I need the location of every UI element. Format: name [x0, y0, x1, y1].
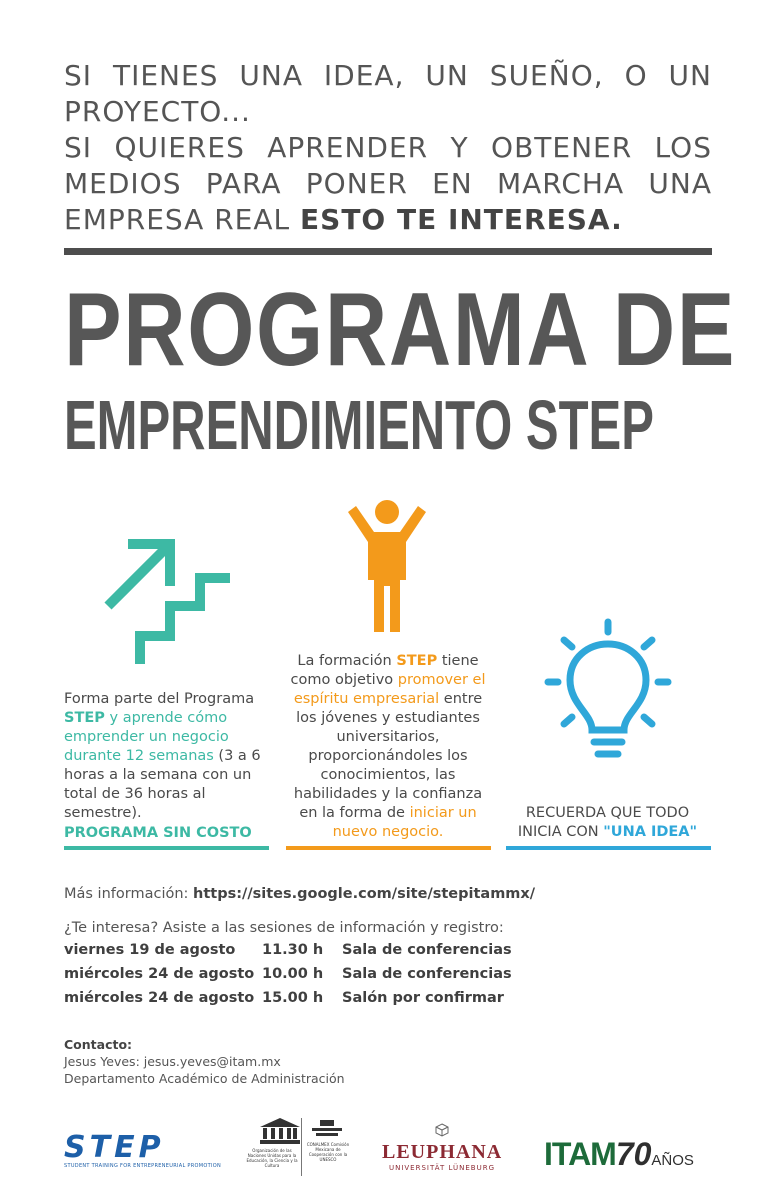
right-text-1: RECUERDA QUE TODO INICIA CON	[517, 805, 690, 840]
step-logo-text: STEP	[64, 1130, 165, 1165]
center-text-6: iniciar un nuevo negocio.	[332, 805, 477, 840]
itam-anniversary-number: 70	[615, 1136, 652, 1172]
intro-line-5-normal: EMPRESA REAL	[64, 203, 301, 236]
session-date: miércoles 24 de agosto	[64, 990, 255, 1006]
session-place: Sala de conferencias	[342, 942, 512, 958]
intro-line-3: SI QUIERES APRENDER Y OBTENER LOS	[64, 131, 712, 164]
session-row	[64, 942, 584, 966]
contact-line-2: Departamento Académico de Administración	[64, 1071, 345, 1086]
left-text-4: aprende cómo emprender un negocio durante 12 semanas	[64, 710, 229, 764]
center-text-step: STEP	[396, 653, 438, 669]
conalmex-icon	[312, 1120, 342, 1140]
center-underline	[286, 846, 491, 850]
column-left-text	[64, 690, 269, 843]
intro-line-4: MEDIOS PARA PONER EN MARCHA UNA	[64, 167, 712, 200]
leuphana-subtitle: UNIVERSITÄT LÜNEBURG	[388, 1164, 496, 1172]
session-date: miércoles 24 de agosto	[64, 966, 255, 982]
session-place: Sala de conferencias	[342, 966, 512, 982]
contact-name: Jesus Yeves:	[64, 1054, 144, 1069]
session-row	[64, 990, 584, 1014]
center-text-1: La formación	[297, 653, 397, 669]
session-hour: 11.30 h	[262, 942, 324, 958]
step-logo-subtitle: STUDENT TRAINING FOR ENTREPRENEURIAL PROMOTION	[64, 1163, 222, 1169]
left-highlight: PROGRAMA SIN COSTO	[64, 825, 252, 841]
contact-email[interactable]: jesus.yeves@itam.mx	[143, 1054, 281, 1069]
session-date: viernes 19 de agosto	[64, 942, 236, 958]
title-line-2: EMPRENDIMIENTO STEP	[64, 386, 654, 464]
intro-line-2: PROYECTO...	[64, 95, 251, 128]
contact-heading: Contacto:	[64, 1037, 133, 1052]
intro-line-5	[64, 202, 712, 238]
leuphana-text: LEUPHANA	[382, 1141, 503, 1163]
left-underline	[64, 846, 269, 850]
center-text-5: entre los jóvenes y estudiantes universitarios, proporcionándoles los conocimientos, las habilidades y la confianza en la forma de	[293, 691, 483, 821]
unesco-left-text: Organización de las Naciones Unidas para la Educación, la Ciencia y la Cultura	[246, 1148, 298, 1168]
left-text-step: STEP	[64, 710, 105, 726]
left-text-1: Forma parte del Programa	[64, 691, 255, 707]
more-info-label: Más información:	[64, 886, 194, 902]
itam-text: ITAM	[544, 1136, 616, 1172]
unesco-logo	[246, 1118, 352, 1178]
step-logo	[64, 1130, 221, 1169]
sessions-intro: ¿Te interesa? Asiste a las sesiones de información y registro:	[64, 920, 504, 936]
session-hour: 10.00 h	[262, 966, 324, 982]
sessions-table	[64, 942, 584, 1014]
left-text-3: y	[104, 710, 123, 726]
right-text-idea: "UNA IDEA"	[603, 824, 698, 840]
itam-logo	[544, 1136, 694, 1173]
title-line-1: PROGRAMA DE	[64, 272, 737, 388]
more-info	[64, 886, 535, 902]
unesco-temple-icon	[260, 1118, 300, 1144]
person-raising-arms-icon	[344, 498, 430, 633]
divider	[64, 248, 712, 255]
column-right-text	[505, 804, 710, 842]
right-underline	[506, 846, 711, 850]
center-text-3: tiene como objetivo	[290, 653, 479, 688]
intro-line-5-bold: ESTO TE INTERESA.	[300, 203, 623, 236]
session-hour: 15.00 h	[262, 990, 324, 1006]
leuphana-logo	[382, 1122, 502, 1172]
contact-line-1	[64, 1053, 345, 1070]
column-center-text	[288, 652, 488, 842]
more-info-link[interactable]: https://sites.google.com/site/stepitammx/	[193, 886, 536, 902]
unesco-divider	[301, 1118, 302, 1176]
stairs-arrow-icon	[100, 536, 235, 671]
intro-line-1: SI TIENES UNA IDEA, UN SUEÑO, O UN	[64, 59, 712, 92]
unesco-right-text: CONALMEX Comisión Mexicana de Cooperación con la UNESCO	[306, 1142, 350, 1162]
leuphana-cube-icon	[435, 1123, 449, 1137]
intro-text	[64, 58, 712, 238]
left-text-5: (3 a 6 horas a la semana con un total de 36 horas al semestre).	[64, 748, 261, 821]
lightbulb-icon	[540, 618, 676, 768]
itam-anos-text: AÑOS	[651, 1152, 694, 1169]
center-text-4: promover el espíritu empresarial	[293, 672, 486, 707]
session-row	[64, 966, 584, 990]
session-place: Salón por confirmar	[342, 990, 504, 1006]
contact-block	[64, 1036, 345, 1087]
